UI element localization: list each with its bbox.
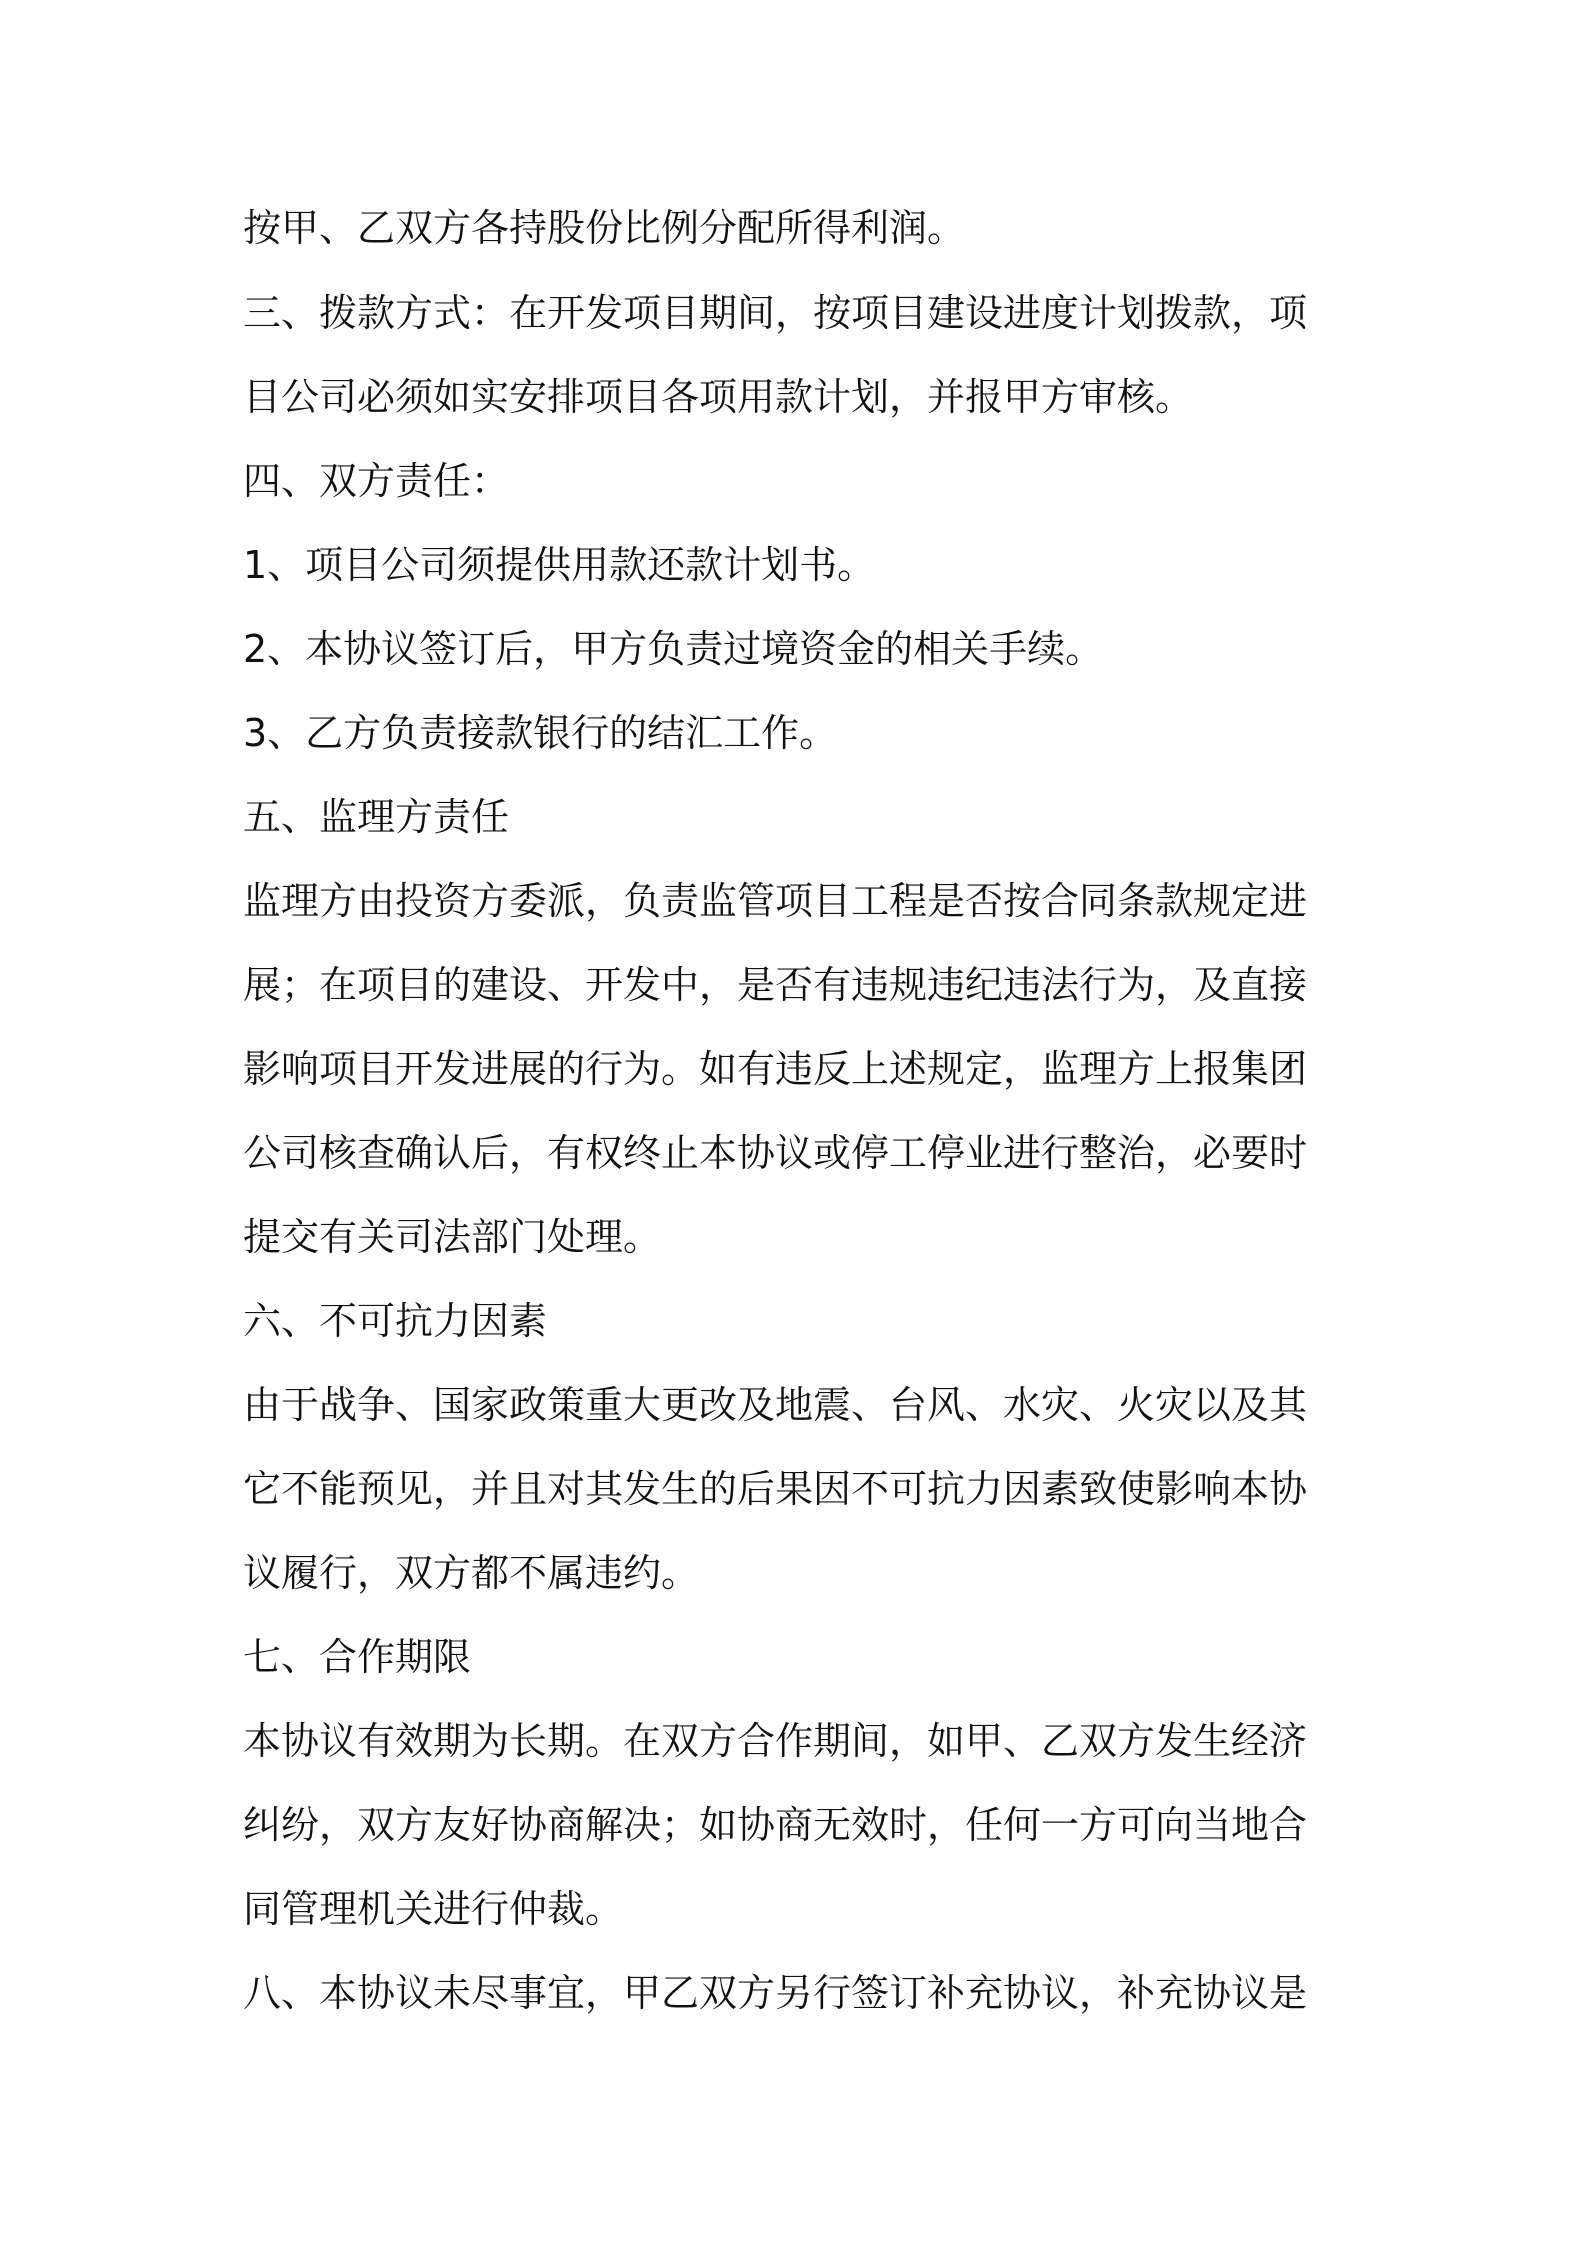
list-item: 2、本协议签订后，甲方负责过境资金的相关手续。	[243, 627, 1104, 671]
section-heading-8: 八、本协议未尽事宜，甲乙双方另行签订补充协议，补充协议是	[243, 1971, 1308, 2015]
section-heading-3: 三、拨款方式：在开发项目期间，按项目建设进度计划拨款，项	[243, 291, 1308, 335]
text-line: 展；在项目的建设、开发中，是否有违规违纪违法行为，及直接	[243, 963, 1308, 1007]
section-heading-7: 七、合作期限	[243, 1635, 472, 1679]
text-line: 它不能预见，并且对其发生的后果因不可抗力因素致使影响本协	[243, 1467, 1308, 1511]
text-line: 按甲、乙双方各持股份比例分配所得利润。	[243, 206, 966, 250]
text-line: 本协议有效期为长期。在双方合作期间，如甲、乙双方发生经济	[243, 1719, 1308, 1763]
text-line: 影响项目开发进展的行为。如有违反上述规定，监理方上报集团	[243, 1047, 1308, 1091]
text-line: 由于战争、国家政策重大更改及地震、台风、水灾、火灾以及其	[243, 1383, 1308, 1427]
text-line: 同管理机关进行仲裁。	[243, 1887, 624, 1931]
section-heading-6: 六、不可抗力因素	[243, 1299, 548, 1343]
text-line: 公司核查确认后，有权终止本协议或停工停业进行整治，必要时	[243, 1131, 1308, 1175]
text-line: 议履行，双方都不属违约。	[243, 1551, 700, 1595]
section-heading-5: 五、监理方责任	[243, 795, 510, 839]
list-item: 3、乙方负责接款银行的结汇工作。	[243, 711, 838, 755]
text-line: 目公司必须如实安排项目各项用款计划，并报甲方审核。	[243, 375, 1194, 419]
text-line: 纠纷，双方友好协商解决；如协商无效时，任何一方可向当地合	[243, 1803, 1308, 1847]
text-line: 提交有关司法部门处理。	[243, 1215, 662, 1259]
list-item: 1、项目公司须提供用款还款计划书。	[243, 543, 876, 587]
section-heading-4: 四、双方责任：	[243, 459, 510, 503]
text-line: 监理方由投资方委派，负责监管项目工程是否按合同条款规定进	[243, 879, 1308, 923]
